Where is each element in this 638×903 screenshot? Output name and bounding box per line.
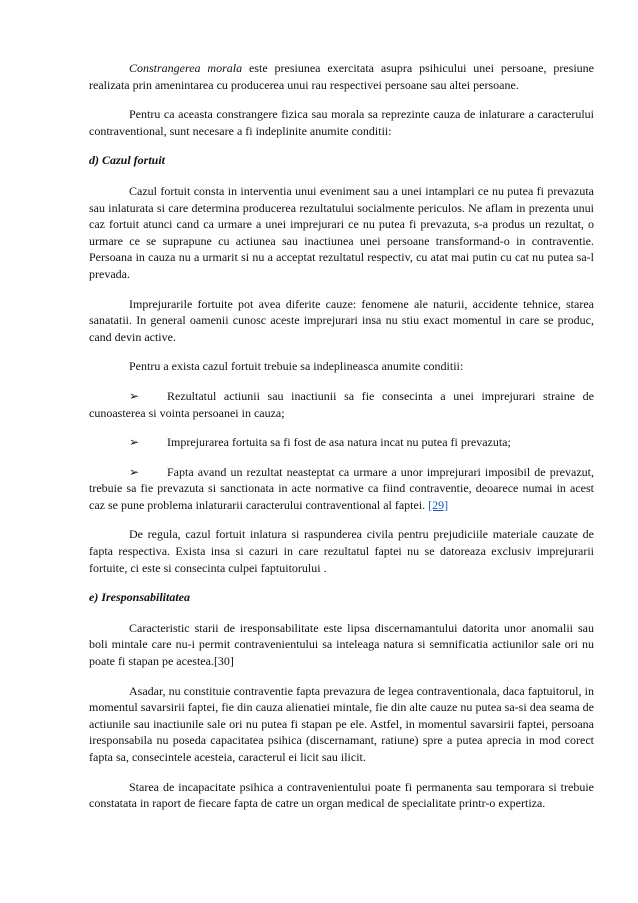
paragraph-iresponsabilitate-definitie	[89, 620, 594, 670]
list-item-text: Imprejurarea fortuita sa fi fost de asa natura incat nu putea fi prevazuta;	[167, 435, 511, 450]
paragraph-constrangere-morala	[89, 60, 594, 93]
paragraph-conditii-caz-fortuit: Pentru a exista cazul fortuit trebuie sa indeplineasca anumite conditii:	[129, 359, 464, 374]
list-item-text: Fapta avand un rezultat neasteptat ca urmare a unor imprejurari imposibil de prevazut, trebuie sa fie prevazuta si sanctionata in acte normative ca fiind contraventie, deoarece numai in acest caz se pune problema inlaturarii caracterului contraventional al faptei.	[89, 464, 594, 512]
paragraph-text: Caracteristic starii de iresponsabilitate este lipsa discernamantului datorita unor anomalii sau boli mintale care nu-i permit contravenientului sa inteleaga natura si semnificatia actiunilor sale ori nu poate fi stapan pe acestea.	[89, 620, 594, 669]
list-item	[89, 434, 594, 451]
paragraph-caz-fortuit-definitie: Cazul fortuit consta in interventia unui eveniment sau a unei intamplari ce nu putea fi prevazuta sau inlaturata si care determina producerea rezultatului socialmente periculos. Ne aflam in prezenta unui caz fortuit atunci cand ca urmare a unei imprejurari ce nu putea fi prevazuta, s-a produs un rezultat, o urmare ce se suprapune cu actiunea sau inactiunea unei persoane transformand-o in contraventie. Persoana in cauza nu a urmarit si nu a acceptat rezultatul respectiv, cu atat mai putin cu cat nu putea sa-l prevada.	[89, 183, 594, 281]
footnote-link-29[interactable]: [29]	[428, 497, 449, 512]
paragraph-imprejurari-fortuite: Imprejurarile fortuite pot avea diferite cauze: fenomene ale naturii, accidente tehnice, starea sanatatii. In general oamenii cunosc aceste imprejurari insa nu stiu exact momentul in care se produc, cand devin active.	[89, 296, 594, 344]
arrow-bullet-icon: ➢	[129, 435, 140, 450]
paragraph-asadar: Asadar, nu constituie contraventie fapta prevazura de legea contraventionala, daca faptuitorul, in momentul savarsirii faptei, fie din cauza alienatiei mintale, fie din alte cauze nu putea sa-si dea seama de actiunile sau inactiunile sale ori nu putea fi stapan pe ele. Astfel, in momentul savarsirii faptei, persoana iresponsabila nu poseda capacitatea psihica (discernamant, ratiune) spre a putea aprecia in mod corect fapta sa, consecintele acesteia, caracterul ei licit sau ilicit.	[89, 683, 594, 764]
paragraph-conditii-constrangere: Pentru ca aceasta constrangere fizica sau morala sa reprezinte cauza de inlaturare a caracterului contraventional, sunt necesare a fi indeplinite anumite conditii:	[89, 107, 594, 138]
paragraph-incapacitate-psihica: Starea de incapacitate psihica a contravenientului poate fi permanenta sau temporara si trebuie constatata in raport de fiecare fapta de catre un organ medical de specialitate printr-o expertiza.	[89, 779, 594, 811]
footnote-link-30[interactable]: [30]	[213, 654, 234, 669]
list-item	[89, 388, 594, 421]
term-constrangerea-morala: Constrangerea morala	[129, 61, 243, 75]
list-item	[89, 464, 594, 514]
paragraph-raspundere-civila: De regula, cazul fortuit inlatura si raspunderea civila pentru prejudiciile materiale cauzate de fapta respectiva. Exista insa si cazuri in care rezultatul faptei nu se datoreaza exclusiv imprejurarii fortuite, ci este si consecinta culpei faptuitorului .	[89, 527, 594, 575]
list-item-text: Rezultatul actiunii sau inactiunii sa fie consecinta a unei imprejurari straine de cunoasterea si vointa persoanei in cauza;	[89, 388, 594, 420]
arrow-bullet-icon: ➢	[129, 388, 140, 403]
paragraph-text: este presiunea exercitata asupra psihicului unei persoane, presiune realizata prin amenintarea cu producerea unui rau respectivei persoane sau altei persoane.	[89, 61, 594, 92]
arrow-bullet-icon: ➢	[129, 464, 140, 479]
section-heading-iresponsabilitatea: e) Iresponsabilitatea	[89, 590, 190, 605]
section-heading-caz-fortuit: d) Cazul fortuit	[89, 153, 166, 168]
